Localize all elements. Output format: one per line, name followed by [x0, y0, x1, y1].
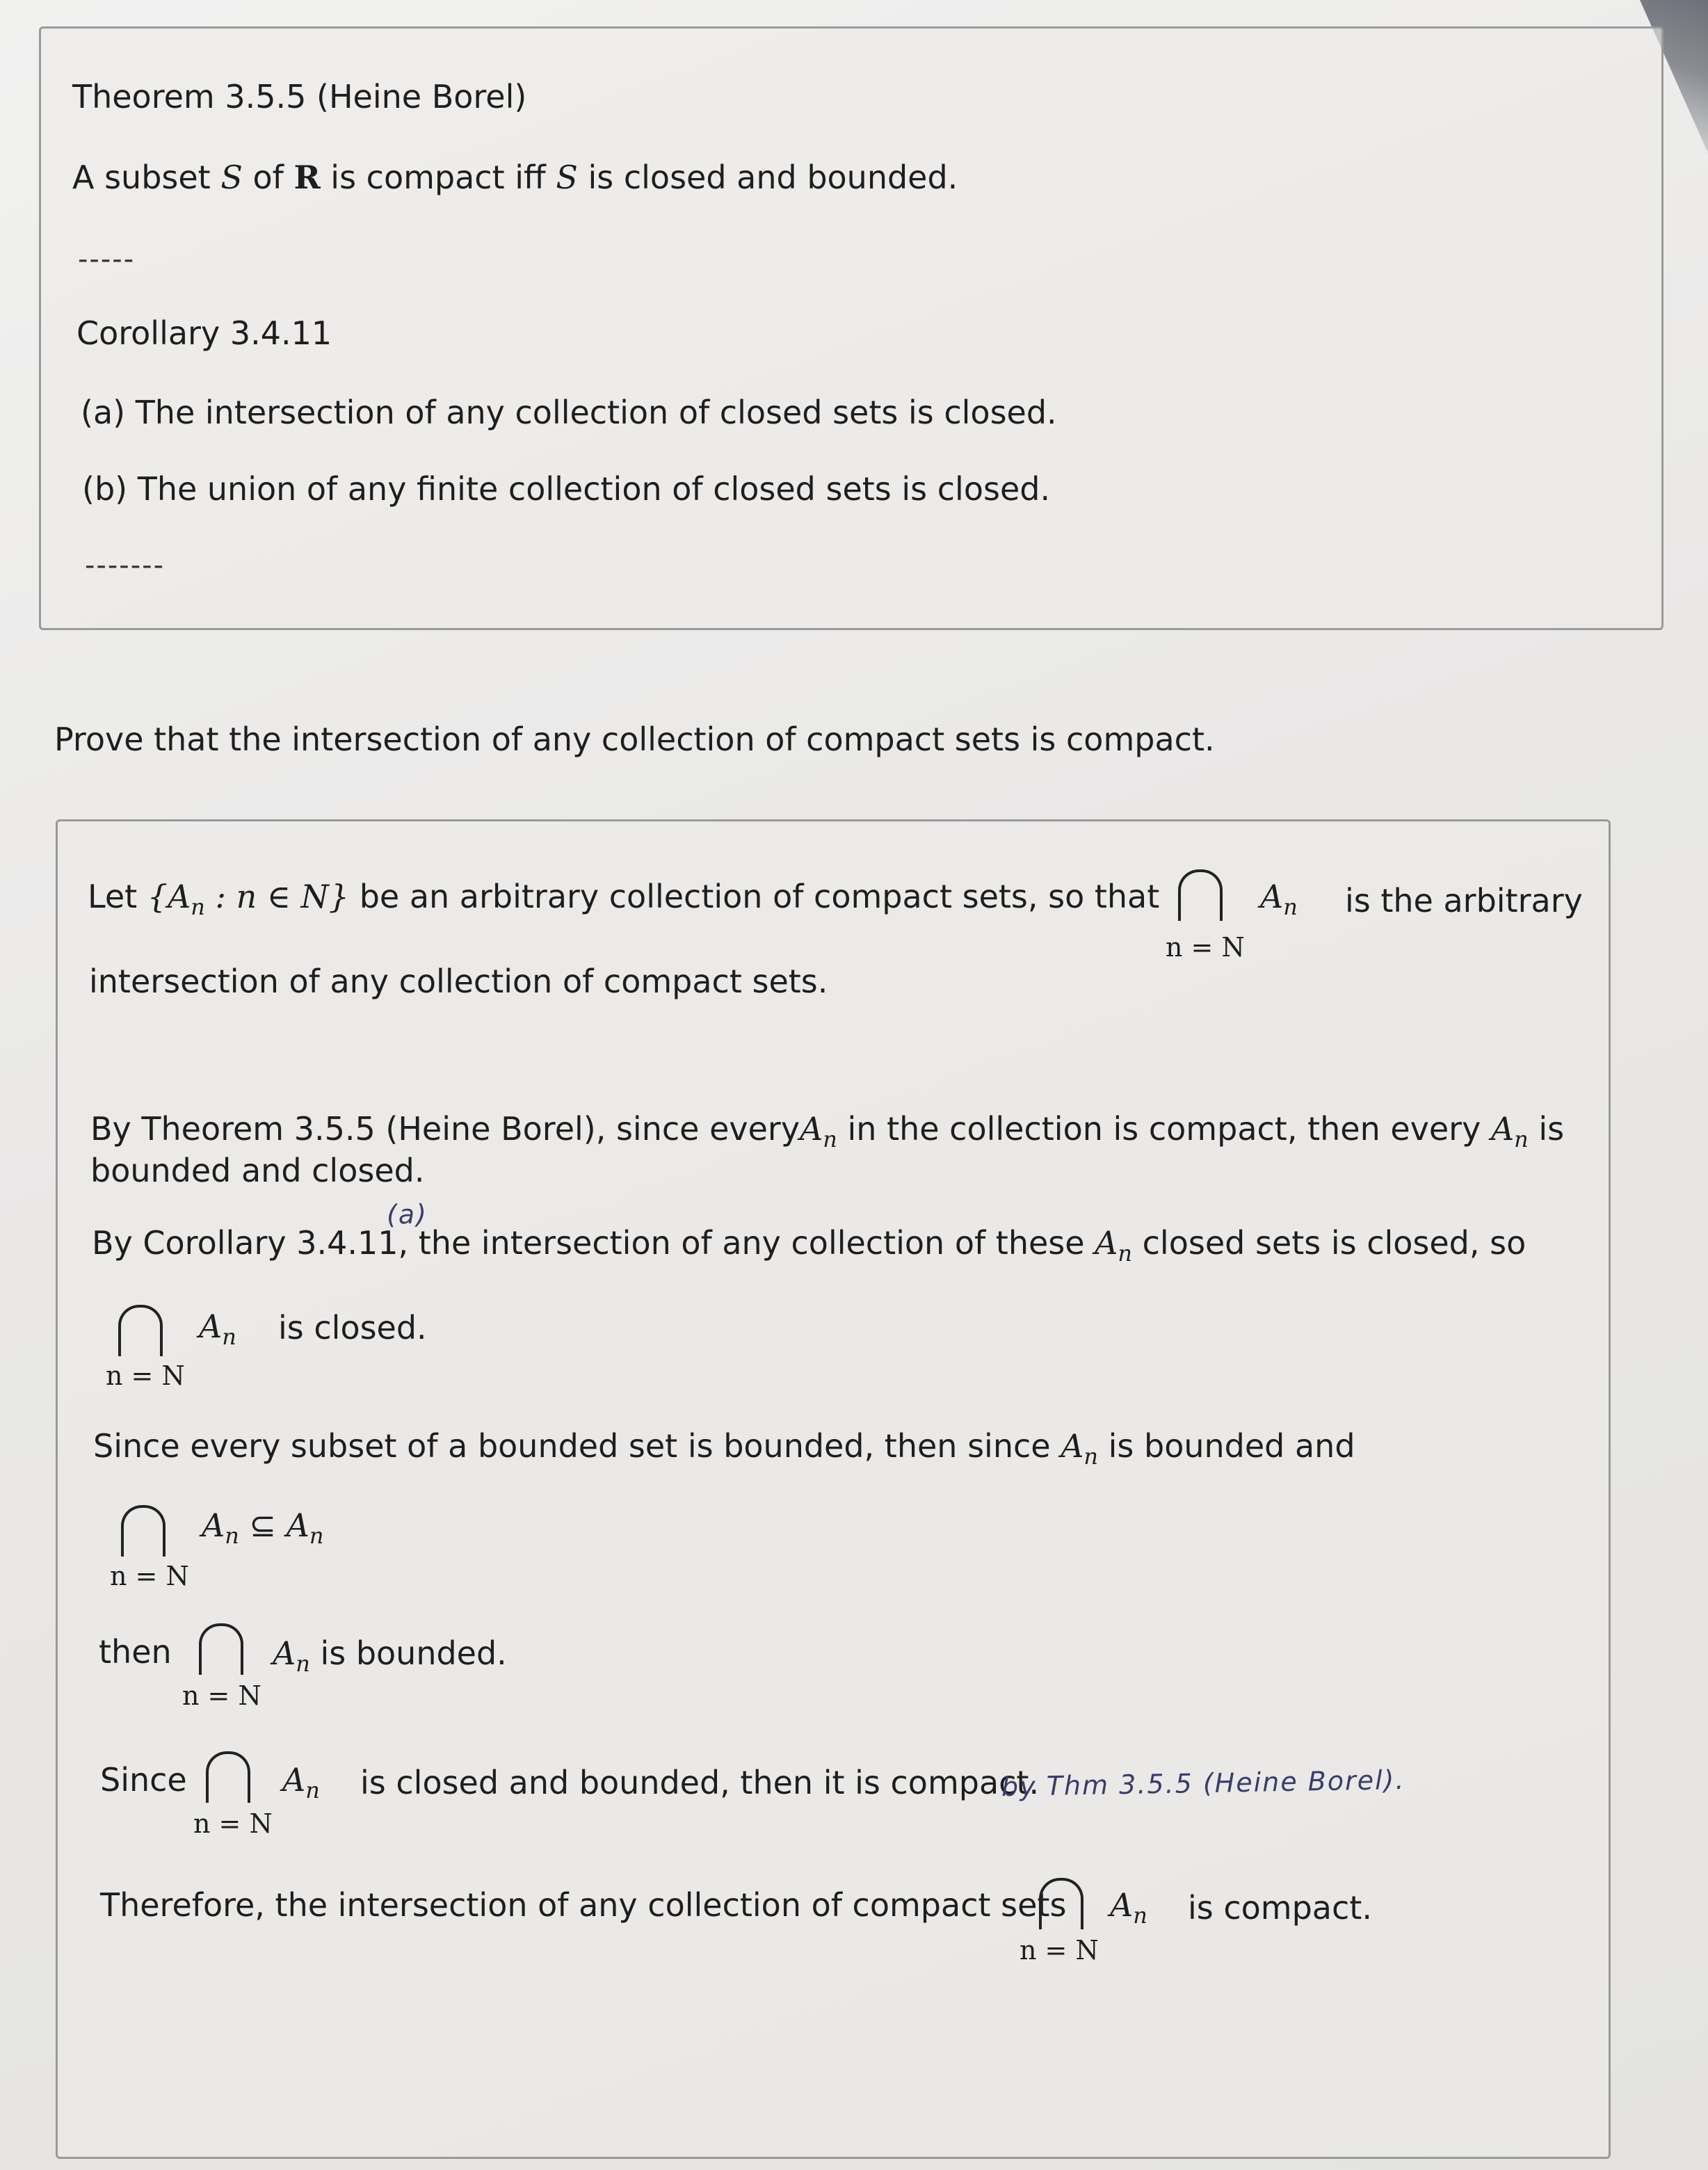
proof-line: bounded and closed. — [90, 1152, 425, 1189]
intersection-symbol — [1178, 869, 1223, 921]
intersection-index: n = N — [193, 1808, 273, 1839]
corollary-part-a: (a) The intersection of any collection of closed sets is closed. — [81, 394, 1057, 431]
intersection-index: n = N — [1166, 932, 1245, 963]
handwritten-annotation: (a) — [386, 1198, 428, 1230]
intersection-symbol — [121, 1505, 166, 1557]
proof-box — [56, 819, 1611, 2159]
intersection-index: n = N — [182, 1680, 261, 1711]
proof-line: is the arbitrary — [1345, 882, 1583, 919]
separator: ------- — [85, 549, 166, 581]
proof-line: Since every subset of a bounded set is bounded, then since $A_n$ is bounded and — [93, 1427, 1355, 1470]
set-term: $A_n$ — [1110, 1886, 1147, 1929]
proof-line: is closed. — [278, 1309, 427, 1347]
proof-line: is compact. — [1188, 1889, 1372, 1927]
intersection-symbol — [199, 1623, 243, 1675]
question-text: Prove that the intersection of any collection of compact sets is compact. — [54, 721, 1215, 758]
set-term: $A_n$ — [199, 1308, 236, 1350]
intersection-symbol — [118, 1305, 163, 1356]
proof-line: is closed and bounded, then it is compact. — [360, 1764, 1040, 1801]
set-term: $A_n$ — [282, 1761, 320, 1803]
proof-line: Since — [100, 1761, 187, 1799]
corollary-title: Corollary 3.4.11 — [76, 314, 332, 352]
corollary-part-b: (b) The union of any finite collection of closed sets is closed. — [82, 470, 1051, 508]
intersection-index: n = N — [1020, 1935, 1099, 1966]
intersection-index: n = N — [106, 1360, 185, 1391]
theorem-statement: A subset S of R is compact iff S is closed and bounded. — [72, 159, 958, 196]
subset-relation: $A_n$ ⊆ $A_n$ — [202, 1506, 324, 1549]
proof-line: then — [99, 1633, 172, 1671]
handwritten-annotation: by Thm 3.5.5 (Heine Borel). — [1001, 1764, 1405, 1803]
intersection-symbol — [206, 1751, 250, 1803]
proof-line: By Theorem 3.5.5 (Heine Borel), since everyA$_n$ in the collection is compact, then every $A_n$ is — [90, 1110, 1565, 1152]
set-term: $A_n$ — [1260, 878, 1298, 920]
theorem-title: Theorem 3.5.5 (Heine Borel) — [72, 78, 527, 115]
separator: ----- — [78, 243, 136, 275]
proof-line: Let {$A_n$ : n ∈ N} be an arbitrary collection of compact sets, so that — [88, 878, 1160, 920]
proof-line: intersection of any collection of compact sets. — [89, 963, 828, 1000]
intersection-symbol — [1039, 1878, 1083, 1929]
proof-line: $A_n$ is bounded. — [273, 1634, 507, 1677]
proof-line: By Corollary 3.4.11, the intersection of any collection of these $A_n$ closed sets is closed, so — [92, 1224, 1526, 1267]
intersection-index: n = N — [110, 1561, 189, 1591]
proof-line: Therefore, the intersection of any collection of compact sets — [100, 1886, 1067, 1924]
